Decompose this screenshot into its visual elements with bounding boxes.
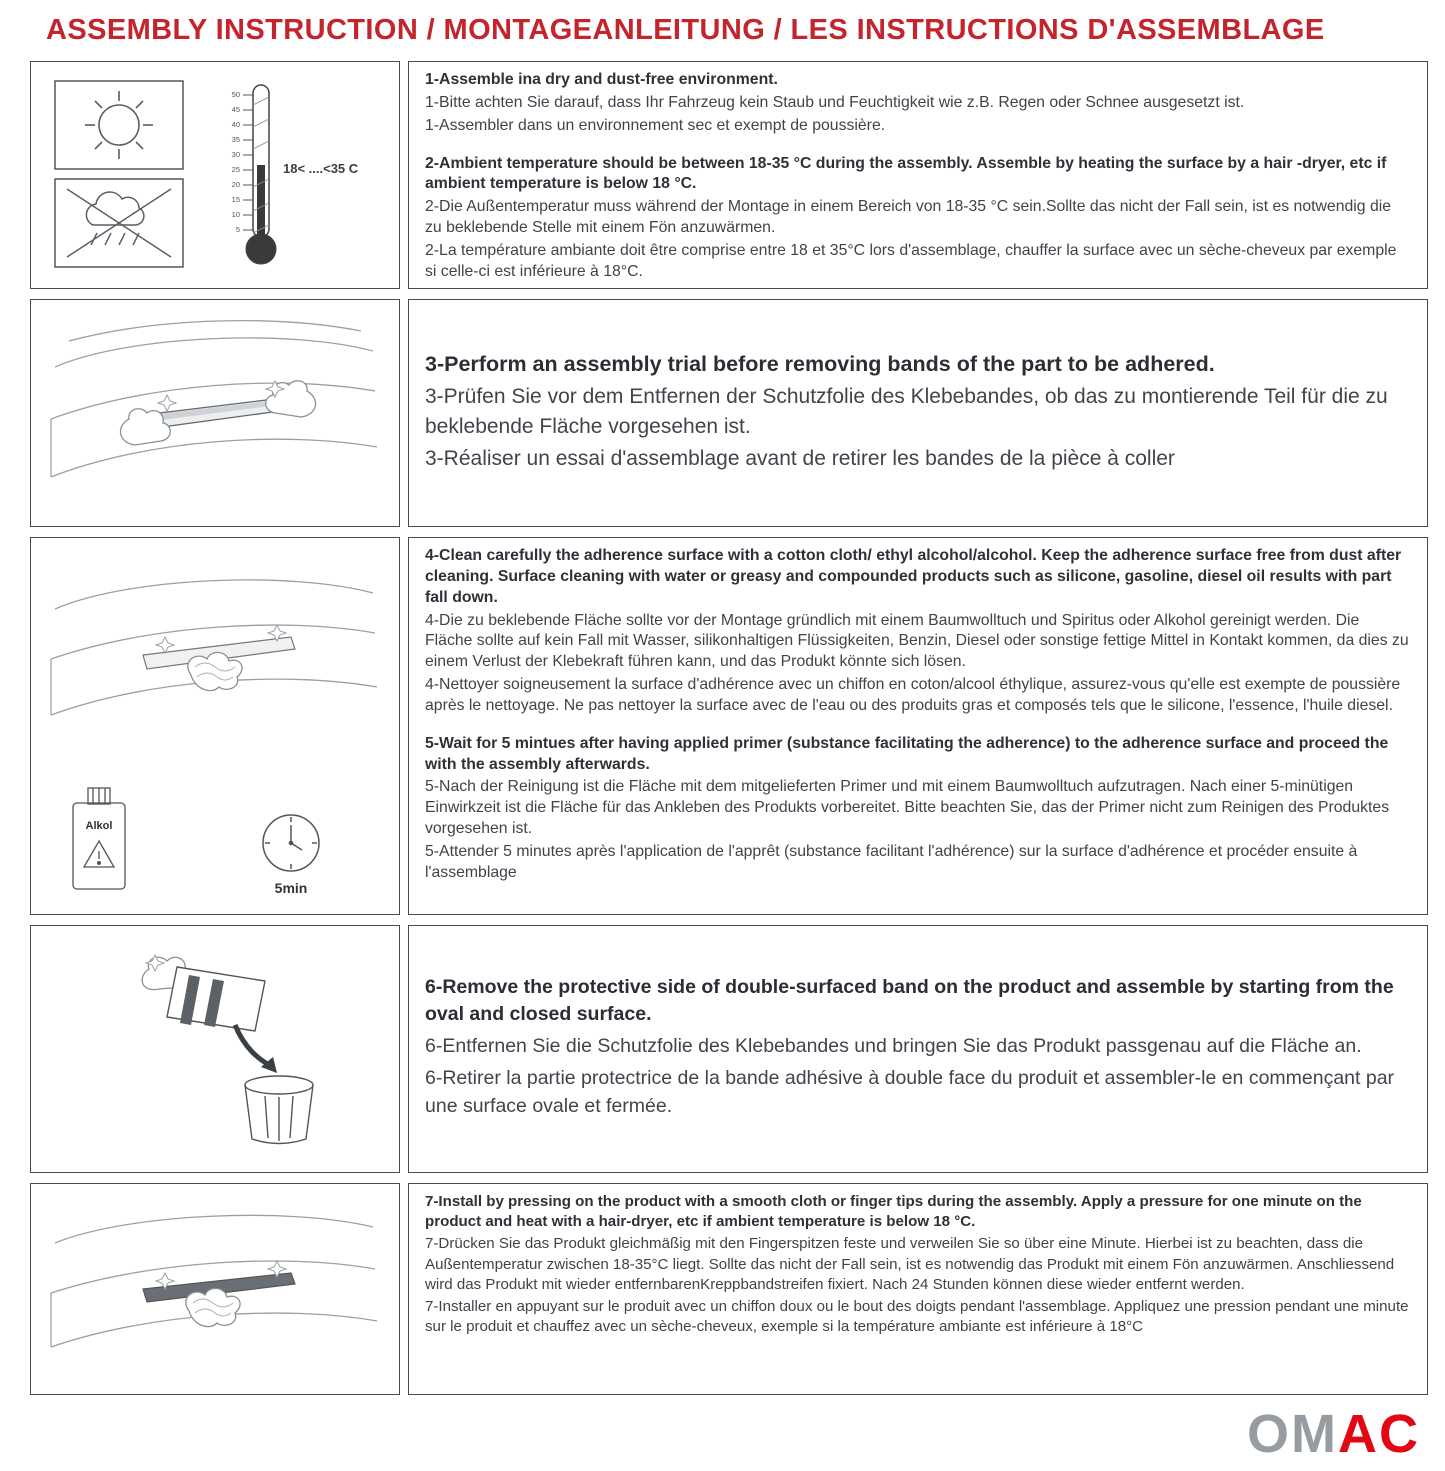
thermo-tick: 5 — [235, 225, 240, 234]
step6-fr: 6-Retirer la partie protectrice de la bande adhésive à double face du produit et assembler-le en commençant par une surface ovale et fermée. — [425, 1066, 1395, 1117]
thermometer-icon — [232, 85, 359, 264]
step7-en: 7-Install by pressing on the product with a smooth cloth or finger tips during the assembly. Apply a pressure for one minute on the product and heat with a hair-dryer, etc if ambient temperature is below 18 °C. — [425, 1193, 1362, 1231]
step7-de: 7-Drücken Sie das Produkt gleichmäßig mit den Fingerspitzen feste und verweilen Sie so über eine Minute. Hierbei ist zu beachten, dass die Außentemperatur zwischen 18-35°C liegt. Sollte das nicht der Fall sein, ist es notwendig das Produkt mit einem Fön anzuwärmen. Anschliessend wird das Produkt mit wieder entfernbarenKreppbandstreifen fixiert. Nach 24 Stunden können diese wieder entfernt werden. — [425, 1235, 1395, 1293]
page-title: ASSEMBLY INSTRUCTION / MONTAGEANLEITUNG / LES INSTRUCTIONS D'ASSEMBLAGE — [46, 14, 1325, 46]
thermo-tick: 50 — [231, 90, 240, 99]
omac-logo-red: AC — [1338, 1404, 1420, 1464]
omac-logo — [1247, 1404, 1420, 1464]
step-row-1 — [30, 61, 1428, 289]
step7-fr: 7-Installer en appuyant sur le produit avec un chiffon doux ou le bout des doigts pendant l'assemblage. Appliquez une pression pendant une minute sur le produit et chauffez avec un sèche-cheveux, exemple si la température ambiante est inférieure à 18°C — [425, 1298, 1409, 1336]
step6-en: 6-Remove the protective side of double-surfaced band on the product and assemble by starting from the oval and closed surface. — [425, 975, 1394, 1026]
thermo-tick: 40 — [231, 120, 240, 129]
step3-fr: 3-Réaliser un essai d'assemblage avant de retirer les bandes de la pièce à coller — [425, 447, 1175, 471]
step3-de: 3-Prüfen Sie vor dem Entfernen der Schutzfolie des Klebebandes, ob das zu montierende Teil für die zu beklebende Fläche vorgesehen ist. — [425, 385, 1388, 438]
thermo-tick: 20 — [231, 180, 240, 189]
thermo-tick: 25 — [231, 165, 240, 174]
step2-fr: 2-La température ambiante doit être comprise entre 18 et 35°C lors d'assemblage, chauffer la surface avec un sèche-cheveux par exemple si celle-ci est inférieure à 18°C. — [425, 241, 1397, 280]
assembly-trial-svg — [39, 307, 391, 519]
step-row-5 — [30, 1183, 1428, 1395]
bottle-label: Alkol — [85, 820, 113, 832]
step-3-text — [408, 299, 1428, 527]
step-row-2 — [30, 299, 1428, 527]
temperature-range-label: 18< ....<35 C — [283, 161, 359, 176]
step-row-3 — [30, 537, 1428, 915]
tape-removal-svg — [39, 933, 391, 1165]
clock-icon — [263, 815, 319, 871]
pressing-svg — [39, 1189, 391, 1389]
step4-de: 4-Die zu beklebende Fläche sollte vor der Montage gründlich mit einem Baumwolltuch und Spiritus oder Alkohol gereinigt werden. Die Fläche sollte auf kein Fall mit Wasser, silikonhaltigen Flüssigkeiten, Benzin, Diesel oder sonstige fettige Mittel in Kontakt kommen, da dies zu einem Verlust der Klebekraft führen kann, und das Produkt könnte sich lösen. — [425, 611, 1409, 671]
tape-removal-illustration — [30, 925, 400, 1173]
cleaning-svg — [39, 545, 391, 907]
step5-de: 5-Nach der Reinigung ist die Fläche mit dem mitgelieferten Primer und mit einem Baumwolltuch aufzutragen. Nach einer 5-minütigen Einwirkzeit ist die Fläche für das Ankleben des Produkts vorbereitet. Bitte beachten Sie, das der Primer nicht zum Reinigen des Produktes vorgesehen ist. — [425, 778, 1390, 838]
step2-de: 2-Die Außentemperatur muss während der Montage in einem Bereich von 18-35 °C sein.Sollte das nicht der Fall sein, ist es notwendig die zu beklebende Stelle mit einem Fön anzuwärmen. — [425, 198, 1392, 237]
step-1-2-text — [408, 61, 1428, 289]
footer — [30, 1405, 1428, 1467]
step6-de: 6-Entfernen Sie die Schutzfolie des Klebebandes und bringen Sie das Produkt passgenau auf die Fläche an. — [425, 1035, 1362, 1058]
door-sill-icon — [51, 321, 377, 477]
environment-illustration — [30, 61, 400, 289]
step2-en: 2-Ambient temperature should be between 18-35 °C during the assembly. Assemble by heating the surface by a hair -dryer, etc if ambient temperature is below 18 °C. — [425, 154, 1387, 193]
cleaning-cloth-icon — [188, 652, 242, 690]
thermo-tick: 15 — [231, 195, 240, 204]
step4-fr: 4-Nettoyer soigneusement la surface d'adhérence avec un chiffon en coton/alcool éthylique, assurez-vous qu'elle est exempte de poussière après le nettoyage. Ne pas nettoyer la surface avec de l'eau ou des produits gras et composés tels que le silicone, l'essence, l'huile diesel. — [425, 676, 1401, 714]
step3-en: 3-Perform an assembly trial before removing bands of the part to be adhered. — [425, 352, 1215, 377]
step5-fr: 5-Attender 5 minutes après l'application de l'apprêt (substance facilitant l'adhérence) sur la surface d'adhérence et procéder ensuite à l'assemblage — [425, 842, 1358, 881]
step-row-4 — [30, 925, 1428, 1173]
clock-label: 5min — [274, 880, 308, 896]
pressing-illustration — [30, 1183, 400, 1395]
step1-de: 1-Bitte achten Sie darauf, dass Ihr Fahrzeug kein Staub und Feuchtigkeit wie z.B. Regen oder Schnee ausgesetzt ist. — [425, 93, 1245, 111]
trash-bin-icon — [245, 1076, 313, 1144]
cleaning-illustration — [30, 537, 400, 915]
step-7-text — [408, 1183, 1428, 1395]
warning-triangle-icon — [84, 841, 114, 867]
environment-illustration-svg — [39, 69, 391, 281]
step1-fr: 1-Assembler dans un environnement sec et exempt de poussière. — [425, 116, 886, 134]
thermo-tick: 35 — [231, 135, 240, 144]
assembly-trial-illustration — [30, 299, 400, 527]
rain-cloud-icon — [67, 189, 171, 257]
sun-icon — [85, 91, 153, 159]
alcohol-bottle-icon — [73, 788, 125, 889]
sparkle-icon — [156, 637, 174, 653]
step4-en: 4-Clean carefully the adherence surface with a cotton cloth/ ethyl alcohol/alcohol. Keep the adherence surface free from dust after cleaning. Surface cleaning with water or greasy and compounded products such as silicone, gasoline, diesel oil results with part fall down. — [425, 547, 1402, 606]
step1-en: 1-Assemble ina dry and dust-free environment. — [425, 71, 778, 88]
step-4-5-text — [408, 537, 1428, 915]
step5-en: 5-Wait for 5 mintues after having applied primer (substance facilitating the adherence) to the adherence surface and proceed the with the assembly afterwards. — [425, 734, 1389, 773]
sparkle-icon — [158, 395, 176, 411]
thermo-tick: 30 — [231, 150, 240, 159]
thermo-tick: 10 — [231, 210, 240, 219]
cleaning-cloth-icon — [186, 1288, 240, 1326]
omac-logo-gray: OM — [1247, 1404, 1338, 1464]
step-6-text — [408, 925, 1428, 1173]
thermo-tick: 45 — [231, 105, 240, 114]
